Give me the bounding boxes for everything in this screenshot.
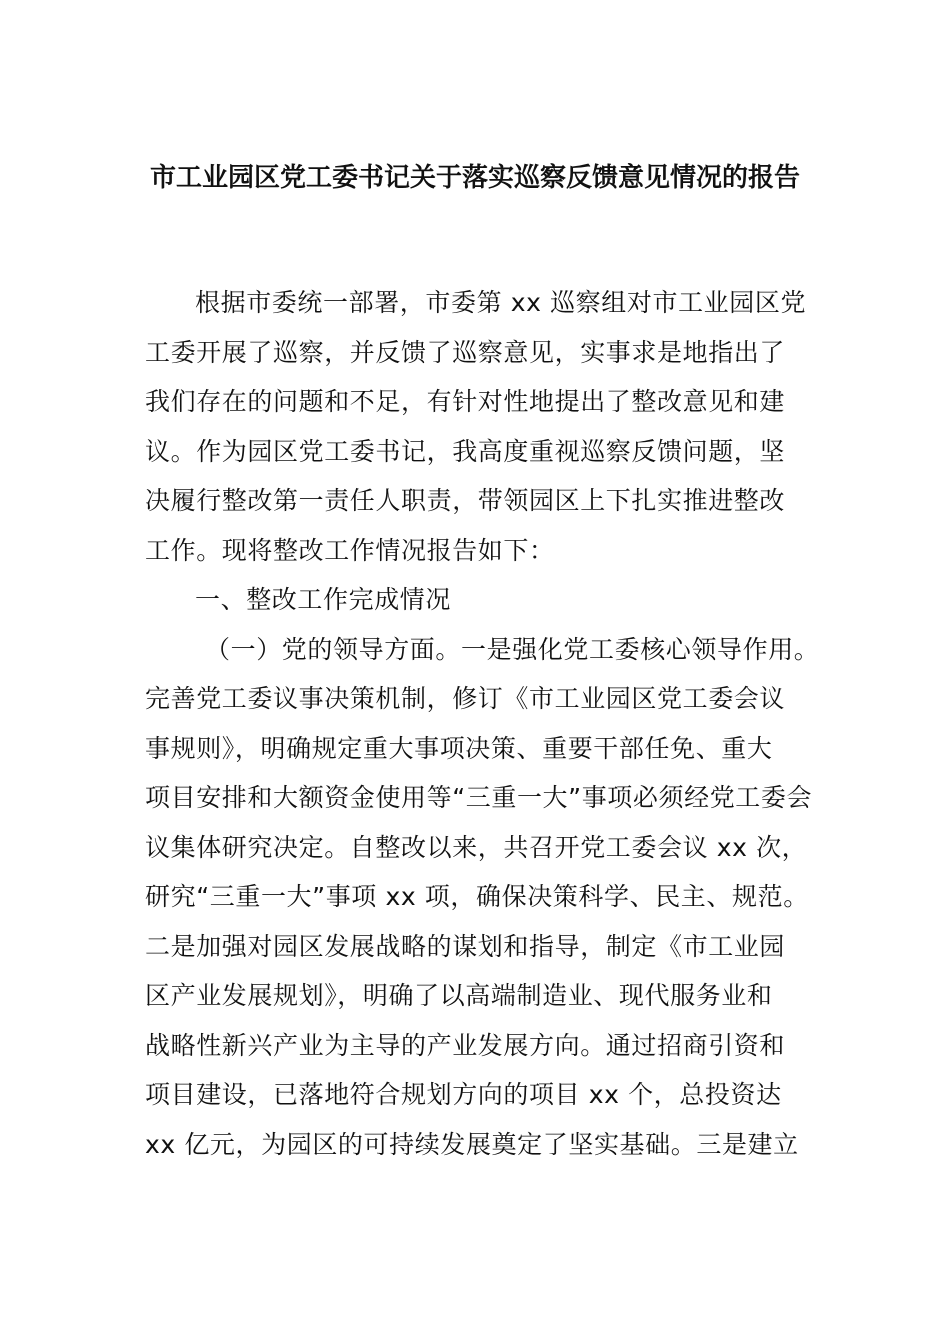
paragraph-line: 研究“三重一大”事项 xx 项，确保决策科学、民主、规范。	[145, 882, 809, 911]
paragraph-line: 二是加强对园区发展战略的谋划和指导，制定《市工业园	[145, 931, 786, 961]
paragraph-line: xx 亿元，为园区的可持续发展奠定了坚实基础。三是建立	[145, 1129, 799, 1159]
paragraph-line: 决履行整改第一责任人职责，带领园区上下扎实推进整改	[145, 486, 786, 515]
paragraph-line: 项目安排和大额资金使用等“三重一大”事项必须经党工委会	[145, 783, 813, 812]
paragraph-line: 完善党工委议事决策机制，修订《市工业园区党工委会议	[145, 684, 786, 713]
paragraph-line: 项目建设，已落地符合规划方向的项目 xx 个，总投资达	[145, 1080, 782, 1109]
document-body	[145, 278, 825, 1169]
paragraph-line: 工委开展了巡察，并反馈了巡察意见，实事求是地指出了	[145, 337, 786, 367]
section-heading: 一、整改工作完成情况	[195, 585, 452, 614]
paragraph-line: 战略性新兴产业为主导的产业发展方向。通过招商引资和	[145, 1030, 786, 1060]
paragraph-line: 事规则》，明确规定重大事项决策、重要干部任免、重大	[145, 733, 773, 763]
paragraph-line: 我们存在的问题和不足，有针对性地提出了整改意见和建	[145, 387, 786, 416]
paragraph-line: 根据市委统一部署，市委第 xx 巡察组对市工业园区党	[195, 288, 807, 317]
page-title: 市工业园区党工委书记关于落实巡察反馈意见情况的报告	[149, 163, 800, 193]
paragraph-line: 议集体研究决定。自整改以来，共召开党工委会议 xx 次，	[145, 832, 808, 862]
paragraph-line: （一）党的领导方面。一是强化党工委核心领导作用。	[205, 634, 820, 664]
paragraph-line: 工作。现将整改工作情况报告如下：	[145, 535, 555, 565]
paragraph-line: 议。作为园区党工委书记，我高度重视巡察反馈问题，坚	[145, 436, 786, 466]
paragraph-line: 区产业发展规划》，明确了以高端制造业、现代服务业和	[145, 981, 773, 1010]
